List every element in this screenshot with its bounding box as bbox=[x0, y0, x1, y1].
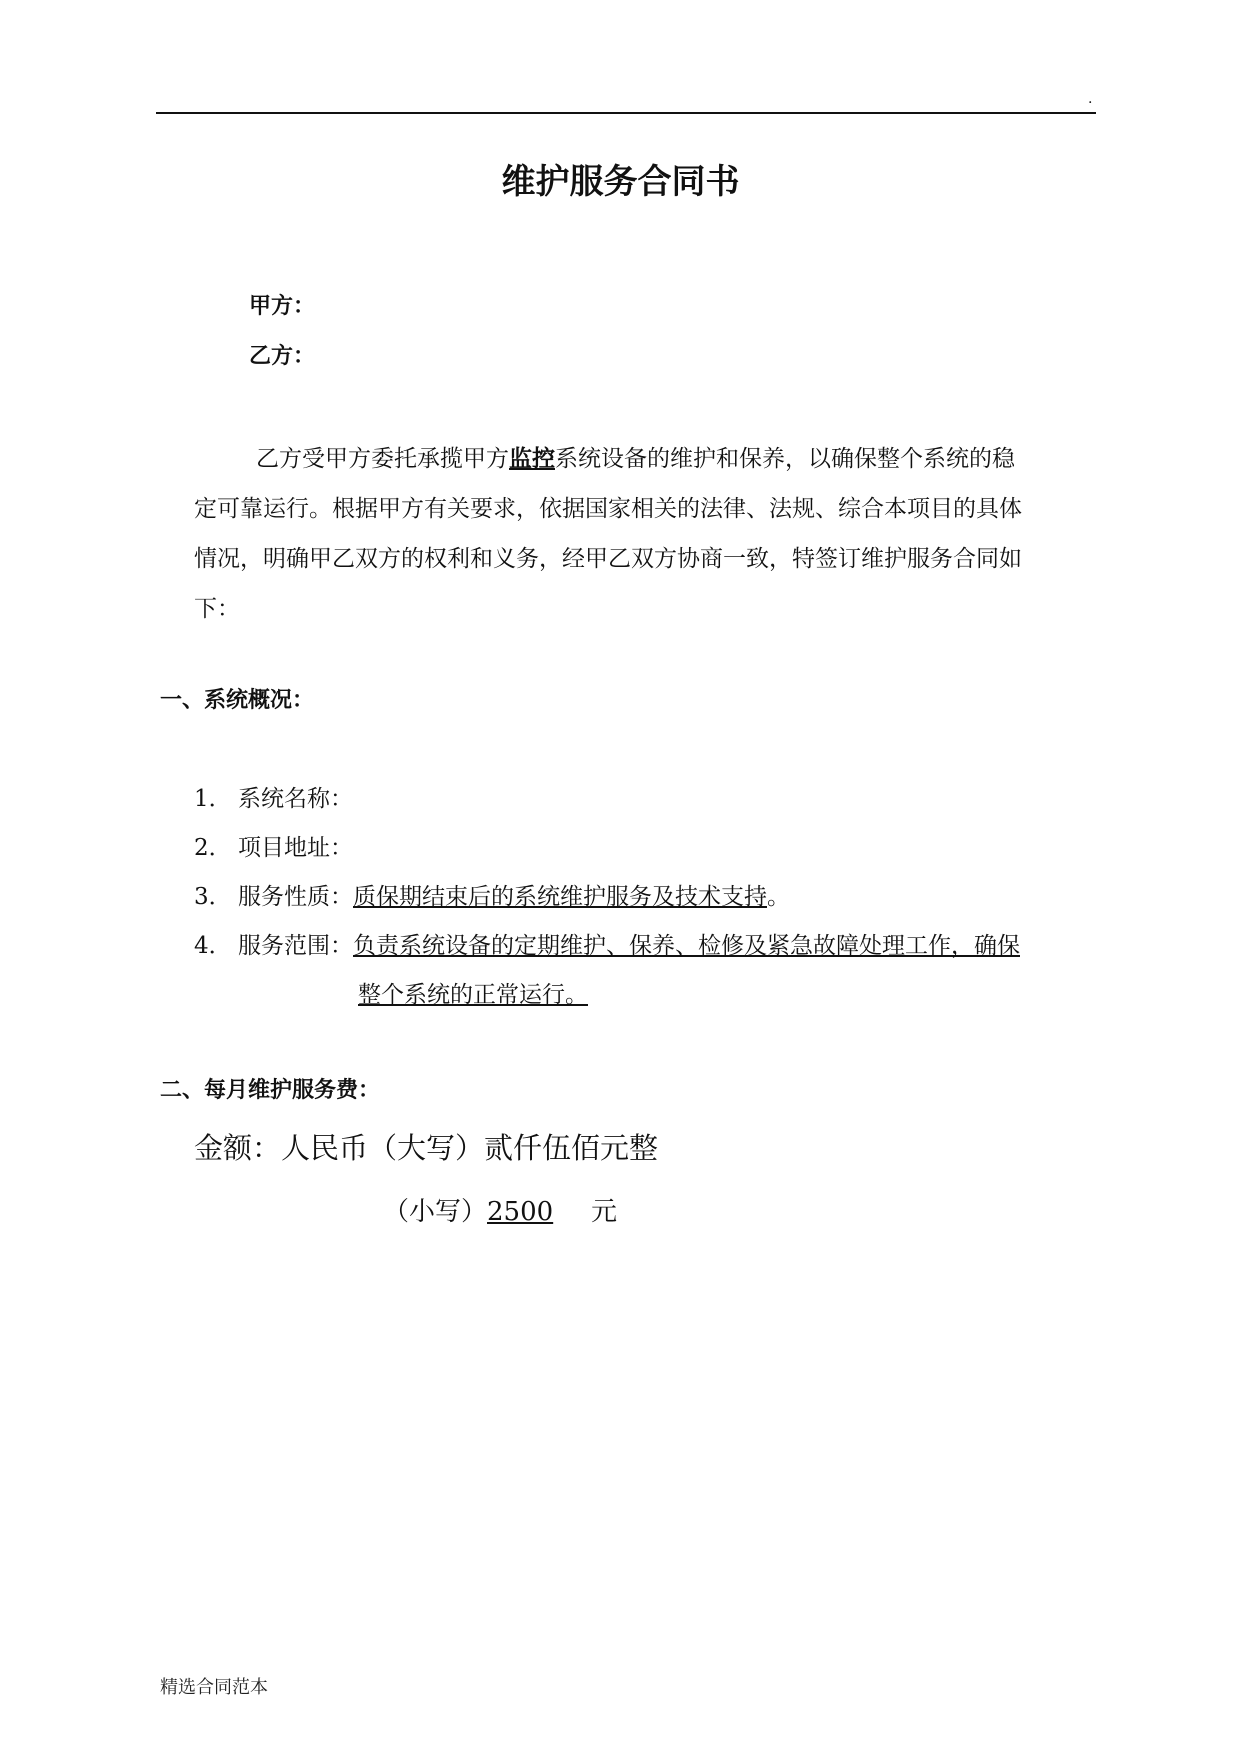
header-mark: . bbox=[1088, 91, 1093, 107]
section-2-heading: 二、每月维护服务费： bbox=[160, 1078, 381, 1103]
party-b-label: 乙方： bbox=[249, 344, 316, 369]
footer-text: 精选合同范本 bbox=[160, 1677, 268, 1698]
intro-line-3: 情况，明确甲乙双方的权利和义务，经甲乙双方协商一致，特签订维护服务合同如 bbox=[194, 546, 1022, 572]
party-a-label: 甲方： bbox=[249, 294, 316, 319]
intro-line-4: 下： bbox=[194, 596, 240, 622]
list-item-project-address: 2． 项目地址： bbox=[194, 835, 353, 861]
intro-line-1: 乙方受甲方委托承揽甲方监控系统设备的维护和保养，以确保整个系统的稳 bbox=[256, 446, 1015, 472]
intro-emphasis: 监控 bbox=[509, 446, 555, 472]
intro-paragraph bbox=[194, 434, 1098, 634]
service-scope-value-continued: 整个系统的正常运行。 bbox=[358, 982, 588, 1008]
service-nature-value: 质保期结束后的系统维护服务及技术支持 bbox=[353, 884, 767, 910]
list-item-service-scope: 4． 服务范围：负责系统设备的定期维护、保养、检修及紧急故障处理工作，确保 bbox=[194, 933, 1020, 959]
amount-value: 2500 bbox=[487, 1197, 554, 1227]
amount-unit: 元 bbox=[591, 1197, 618, 1227]
section-1-heading: 一、系统概况： bbox=[160, 688, 315, 713]
document-title: 维护服务合同书 bbox=[501, 162, 740, 202]
list-item-service-nature: 3． 服务性质：质保期结束后的系统维护服务及技术支持。 bbox=[194, 884, 790, 910]
intro-line-2: 定可靠运行。根据甲方有关要求，依据国家相关的法律、法规、综合本项目的具体 bbox=[194, 496, 1022, 522]
amount-in-figures: （小写）2500 元 bbox=[383, 1194, 617, 1230]
amount-in-words: 金额：人民币（大写）贰仟伍佰元整 bbox=[194, 1131, 659, 1165]
list-item-system-name: 1． 系统名称： bbox=[194, 786, 353, 812]
service-scope-value: 负责系统设备的定期维护、保养、检修及紧急故障处理工作，确保 bbox=[353, 933, 1020, 959]
header-rule bbox=[156, 112, 1096, 114]
